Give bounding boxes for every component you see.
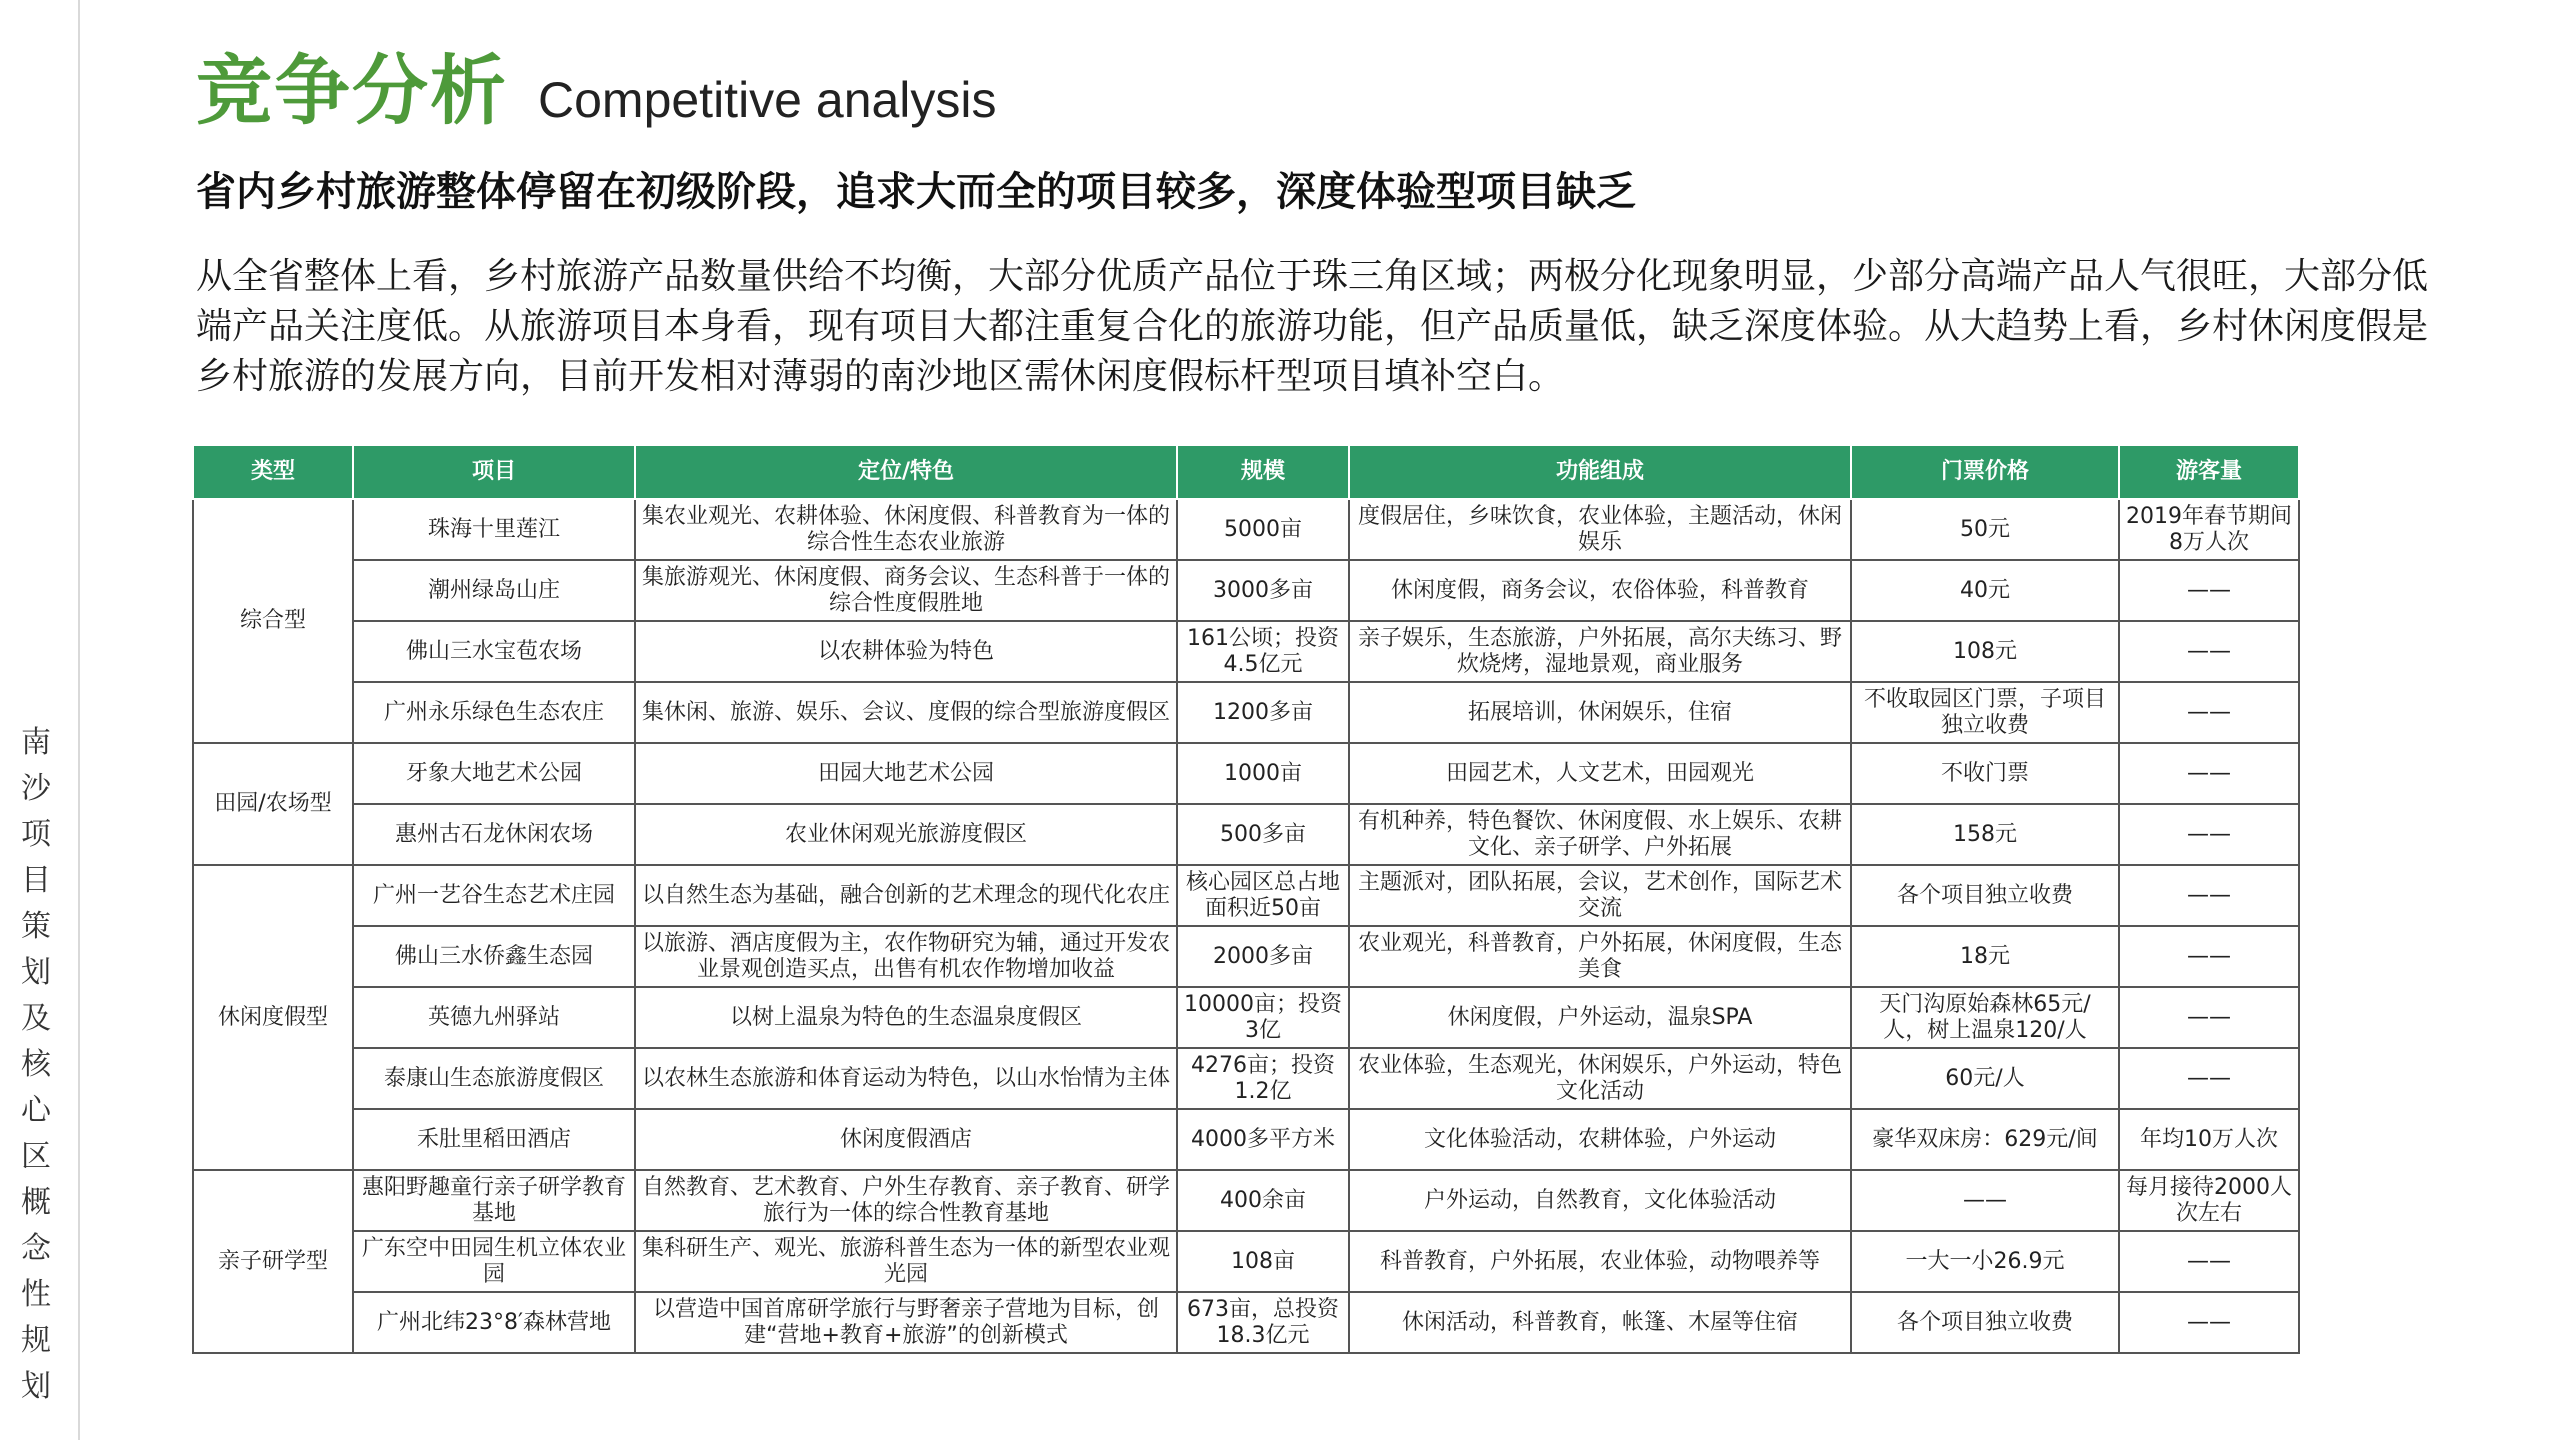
header-ticket-price: 门票价格 (1851, 446, 2119, 499)
scale-cell: 10000亩；投资3亿 (1177, 987, 1349, 1048)
table-row (193, 743, 2299, 804)
table-row (193, 682, 2299, 743)
visitors-cell: —— (2119, 560, 2299, 621)
scale-cell: 4000多平方米 (1177, 1109, 1349, 1170)
scale-cell: 核心园区总占地面积近50亩 (1177, 865, 1349, 926)
positioning-cell: 以自然生态为基础，融合创新的艺术理念的现代化农庄 (635, 865, 1177, 926)
ticket-price-cell: 豪华双床房：629元/间 (1851, 1109, 2119, 1170)
vertical-title-char: 及 (21, 1001, 51, 1036)
ticket-price-cell: 50元 (1851, 499, 2119, 560)
header-visitors: 游客量 (2119, 446, 2299, 499)
table-row (193, 1292, 2299, 1353)
ticket-price-cell: 不收取园区门票，子项目独立收费 (1851, 682, 2119, 743)
vertical-title-char: 核 (21, 1047, 51, 1082)
scale-cell: 108亩 (1177, 1231, 1349, 1292)
vertical-document-title (16, 720, 56, 1410)
scale-cell: 161公顷；投资4.5亿元 (1177, 621, 1349, 682)
vertical-title-char: 南 (21, 725, 51, 760)
functions-cell: 户外运动，自然教育，文化体验活动 (1349, 1170, 1851, 1231)
positioning-cell: 以农耕体验为特色 (635, 621, 1177, 682)
table-row (193, 560, 2299, 621)
positioning-cell: 集旅游观光、休闲度假、商务会议、生态科普于一体的综合性度假胜地 (635, 560, 1177, 621)
functions-cell: 休闲度假，商务会议，农俗体验，科普教育 (1349, 560, 1851, 621)
visitors-cell: —— (2119, 1048, 2299, 1109)
competitor-table (192, 446, 2300, 1354)
scale-cell: 5000亩 (1177, 499, 1349, 560)
visitors-cell: —— (2119, 865, 2299, 926)
project-cell: 泰康山生态旅游度假区 (353, 1048, 635, 1109)
page-title: 竞争分析 (196, 46, 508, 135)
project-cell: 英德九州驿站 (353, 987, 635, 1048)
vertical-title-char: 划 (21, 955, 51, 990)
visitors-cell: —— (2119, 926, 2299, 987)
functions-cell: 农业体验，生态观光，休闲娱乐，户外运动，特色文化活动 (1349, 1048, 1851, 1109)
vertical-title-char: 心 (21, 1093, 51, 1128)
project-cell: 惠州古石龙休闲农场 (353, 804, 635, 865)
positioning-cell: 农业休闲观光旅游度假区 (635, 804, 1177, 865)
vertical-title-char: 沙 (21, 771, 51, 806)
scale-cell: 500多亩 (1177, 804, 1349, 865)
project-cell: 牙象大地艺术公园 (353, 743, 635, 804)
vertical-title-char: 项 (21, 817, 51, 852)
ticket-price-cell: 不收门票 (1851, 743, 2119, 804)
table-row (193, 865, 2299, 926)
type-cell: 综合型 (193, 499, 353, 743)
vertical-title-char: 目 (21, 863, 51, 898)
table-row (193, 1048, 2299, 1109)
table-row (193, 621, 2299, 682)
visitors-cell: —— (2119, 682, 2299, 743)
vertical-title-char: 念 (21, 1231, 51, 1266)
visitors-cell: —— (2119, 1231, 2299, 1292)
vertical-title-char: 规 (21, 1323, 51, 1358)
positioning-cell: 集休闲、旅游、娱乐、会议、度假的综合型旅游度假区 (635, 682, 1177, 743)
page-header (196, 30, 997, 139)
functions-cell: 田园艺术，人文艺术，田园观光 (1349, 743, 1851, 804)
project-cell: 惠阳野趣童行亲子研学教育基地 (353, 1170, 635, 1231)
functions-cell: 亲子娱乐，生态旅游，户外拓展，高尔夫练习、野炊烧烤，湿地景观，商业服务 (1349, 621, 1851, 682)
project-cell: 潮州绿岛山庄 (353, 560, 635, 621)
visitors-cell: 年均10万人次 (2119, 1109, 2299, 1170)
functions-cell: 度假居住，乡味饮食，农业体验，主题活动，休闲娱乐 (1349, 499, 1851, 560)
scale-cell: 673亩，总投资18.3亿元 (1177, 1292, 1349, 1353)
project-cell: 广州一艺谷生态艺术庄园 (353, 865, 635, 926)
scale-cell: 1200多亩 (1177, 682, 1349, 743)
vertical-title-char: 区 (21, 1139, 51, 1174)
ticket-price-cell: 各个项目独立收费 (1851, 865, 2119, 926)
positioning-cell: 以农林生态旅游和体育运动为特色，以山水怡情为主体 (635, 1048, 1177, 1109)
ticket-price-cell: 108元 (1851, 621, 2119, 682)
header-functions: 功能组成 (1349, 446, 1851, 499)
ticket-price-cell: 40元 (1851, 560, 2119, 621)
table-row (193, 926, 2299, 987)
table-row (193, 987, 2299, 1048)
functions-cell: 有机种养，特色餐饮、休闲度假、水上娱乐、农耕文化、亲子研学、户外拓展 (1349, 804, 1851, 865)
ticket-price-cell: —— (1851, 1170, 2119, 1231)
ticket-price-cell: 158元 (1851, 804, 2119, 865)
visitors-cell: —— (2119, 804, 2299, 865)
project-cell: 广东空中田园生机立体农业园 (353, 1231, 635, 1292)
header-scale: 规模 (1177, 446, 1349, 499)
project-cell: 佛山三水侨鑫生态园 (353, 926, 635, 987)
scale-cell: 2000多亩 (1177, 926, 1349, 987)
positioning-cell: 自然教育、艺术教育、户外生存教育、亲子教育、研学旅行为一体的综合性教育基地 (635, 1170, 1177, 1231)
scale-cell: 3000多亩 (1177, 560, 1349, 621)
scale-cell: 4276亩；投资1.2亿 (1177, 1048, 1349, 1109)
table-row (193, 1231, 2299, 1292)
project-cell: 佛山三水宝苞农场 (353, 621, 635, 682)
positioning-cell: 以营造中国首席研学旅行与野奢亲子营地为目标，创建“营地+教育+旅游”的创新模式 (635, 1292, 1177, 1353)
project-cell: 广州北纬23°8′森林营地 (353, 1292, 635, 1353)
ticket-price-cell: 一大一小26.9元 (1851, 1231, 2119, 1292)
functions-cell: 休闲活动，科普教育，帐篷、木屋等住宿 (1349, 1292, 1851, 1353)
type-cell: 亲子研学型 (193, 1170, 353, 1353)
section-subtitle: 省内乡村旅游整体停留在初级阶段，追求大而全的项目较多，深度体验型项目缺乏 (196, 169, 1636, 215)
project-cell: 禾肚里稻田酒店 (353, 1109, 635, 1170)
table-header-row (193, 446, 2299, 499)
visitors-cell: —— (2119, 1292, 2299, 1353)
positioning-cell: 集科研生产、观光、旅游科普生态为一体的新型农业观光园 (635, 1231, 1177, 1292)
vertical-title-char: 概 (21, 1185, 51, 1220)
visitors-cell: 每月接待2000人次左右 (2119, 1170, 2299, 1231)
ticket-price-cell: 18元 (1851, 926, 2119, 987)
project-cell: 广州永乐绿色生态农庄 (353, 682, 635, 743)
positioning-cell: 集农业观光、农耕体验、休闲度假、科普教育为一体的综合性生态农业旅游 (635, 499, 1177, 560)
header-project: 项目 (353, 446, 635, 499)
vertical-title-char: 策 (21, 909, 51, 944)
type-cell: 休闲度假型 (193, 865, 353, 1170)
sidebar-divider (78, 0, 80, 1440)
functions-cell: 科普教育，户外拓展，农业体验，动物喂养等 (1349, 1231, 1851, 1292)
positioning-cell: 休闲度假酒店 (635, 1109, 1177, 1170)
header-type: 类型 (193, 446, 353, 499)
vertical-title-char: 性 (21, 1277, 51, 1312)
page-title-english: Competitive analysis (538, 72, 997, 128)
functions-cell: 休闲度假，户外运动，温泉SPA (1349, 987, 1851, 1048)
visitors-cell: —— (2119, 621, 2299, 682)
positioning-cell: 以树上温泉为特色的生态温泉度假区 (635, 987, 1177, 1048)
visitors-cell: 2019年春节期间8万人次 (2119, 499, 2299, 560)
ticket-price-cell: 天门沟原始森林65元/人，树上温泉120/人 (1851, 987, 2119, 1048)
table-row (193, 1109, 2299, 1170)
vertical-title-char: 划 (21, 1369, 51, 1404)
type-cell: 田园/农场型 (193, 743, 353, 865)
table-row (193, 499, 2299, 560)
functions-cell: 文化体验活动，农耕体验，户外运动 (1349, 1109, 1851, 1170)
functions-cell: 主题派对，团队拓展，会议，艺术创作，国际艺术交流 (1349, 865, 1851, 926)
intro-paragraph: 从全省整体上看，乡村旅游产品数量供给不均衡，大部分优质产品位于珠三角区域；两极分化现象明显，少部分高端产品人气很旺，大部分低端产品关注度低。从旅游项目本身看，现有项目大都注重复合化的旅游功能，但产品质量低，缺乏深度体验。从大趋势上看，乡村休闲度假是乡村旅游的发展方向，目前开发相对薄弱的南沙地区需休闲度假标杆型项目填补空白。 (196, 256, 2429, 397)
functions-cell: 拓展培训，休闲娱乐，住宿 (1349, 682, 1851, 743)
project-cell: 珠海十里莲江 (353, 499, 635, 560)
table-row (193, 804, 2299, 865)
positioning-cell: 以旅游、酒店度假为主，农作物研究为辅，通过开发农业景观创造买点，出售有机农作物增加收益 (635, 926, 1177, 987)
positioning-cell: 田园大地艺术公园 (635, 743, 1177, 804)
scale-cell: 1000亩 (1177, 743, 1349, 804)
table-row (193, 1170, 2299, 1231)
functions-cell: 农业观光，科普教育，户外拓展，休闲度假，生态美食 (1349, 926, 1851, 987)
visitors-cell: —— (2119, 743, 2299, 804)
visitors-cell: —— (2119, 987, 2299, 1048)
ticket-price-cell: 各个项目独立收费 (1851, 1292, 2119, 1353)
header-positioning: 定位/特色 (635, 446, 1177, 499)
scale-cell: 400余亩 (1177, 1170, 1349, 1231)
ticket-price-cell: 60元/人 (1851, 1048, 2119, 1109)
